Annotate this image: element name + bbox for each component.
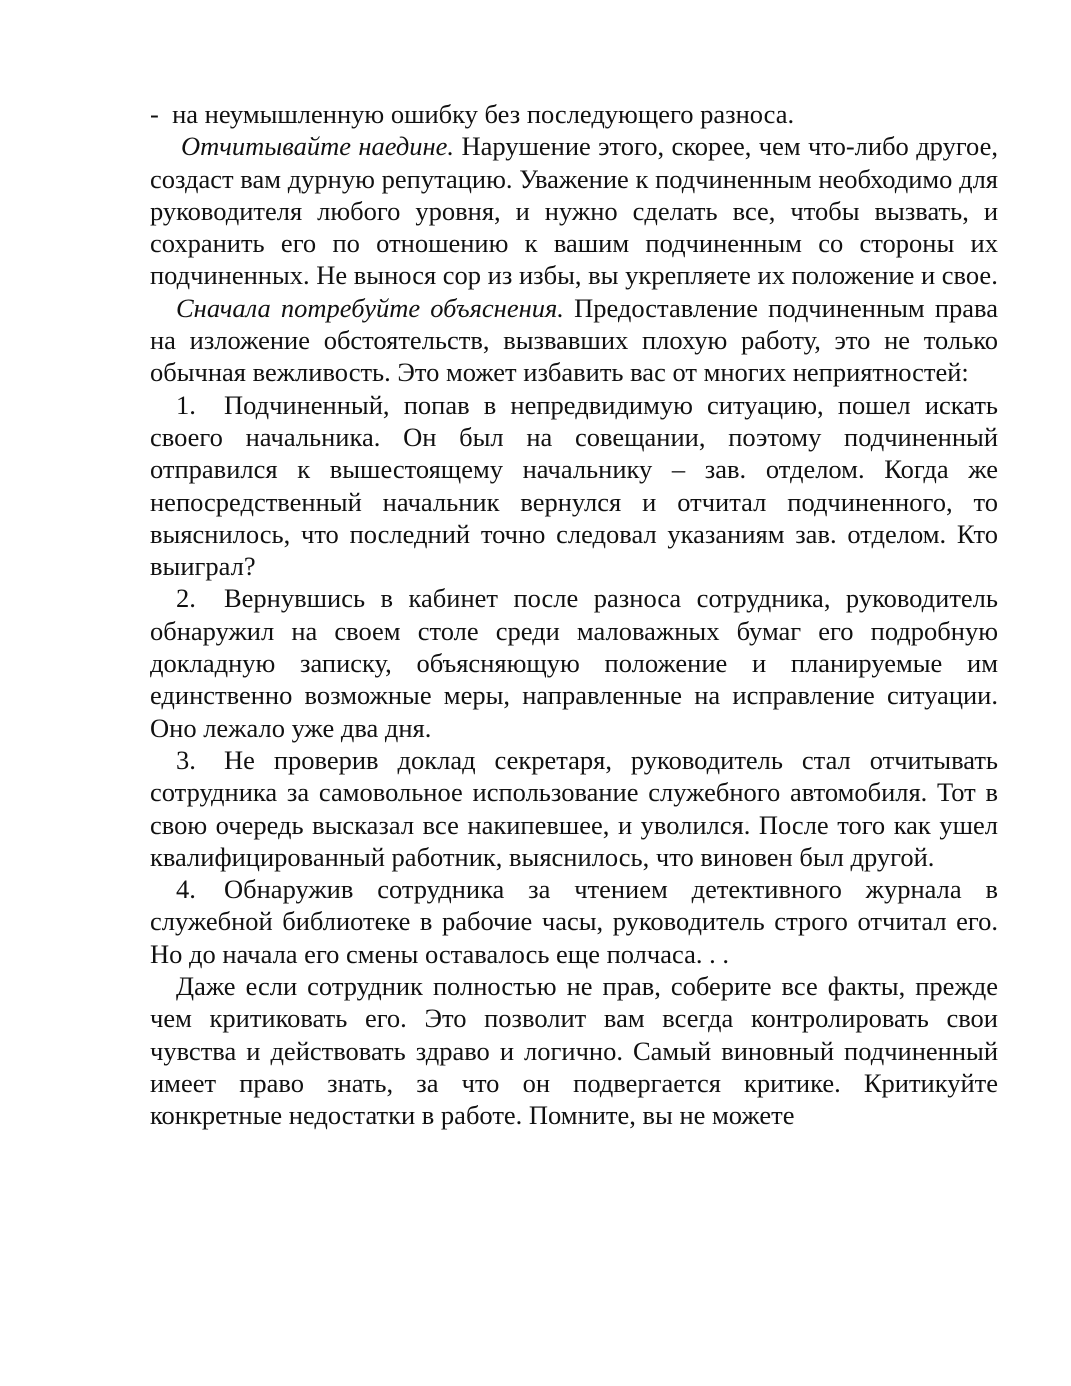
list-item-number: 1. [176,389,196,420]
list-item-text: Не проверив доклад секретаря, руководитель стал отчитывать сотрудника за самовольное использование служебного автомобиля. Тот в свою очередь высказал все накипевшее, и уволился. После того как ушел квалифицированный работник, выяснилось, что виновен был другой. [150,744,998,872]
document-page [150,98,998,1132]
dash-list-item [150,98,998,130]
paragraph-ask-explanation [150,292,998,389]
numbered-list-item [150,744,998,873]
paragraph-gather-facts [150,970,998,1131]
list-item-text: Вернувшись в кабинет после разноса сотрудника, руководитель обнаружил на своем столе среди маловажных бумаг его подробную докладную записку, объясняющую положение и планируемые им единственно возможные меры, направленные на исправление ситуации. Оно лежало уже два дня. [150,583,998,743]
paragraph-report-privately [150,130,998,291]
list-item-number: 4. [176,874,196,905]
numbered-list-item [150,873,998,970]
list-item-text: Подчиненный, попав в непредвидимую ситуацию, пошел искать своего начальника. Он был на совещании, поэтому подчиненный отправился к вышестоящему начальнику – зав. отделом. Когда же непосредственный начальник вернулся и отчитал подчиненного, то выяснилось, что последний точно следовал указаниям зав. отделом. Кто выиграл? [150,389,998,582]
paragraph-body: Нарушение этого, скорее, чем что-либо другое, создаст вам дурную репутацию. Уважение к подчиненным необходимо для руководителя любого уровня, и нужно сделать все, чтобы вызвать, и сохранить его по отношению к вашим подчиненным со стороны их подчиненных. Не вынося сор из избы, вы укрепляете их положение и свое. [150,131,998,291]
numbered-list-item [150,582,998,743]
numbered-list-item [150,389,998,583]
dash-marker: - [150,99,159,129]
paragraph-body: Даже если сотрудник полностью не прав, соберите все факты, прежде чем критиковать его. Это позволит вам всегда контролировать свои чувства и действовать здраво и логично. Самый виновный подчиненный имеет право знать, за что он подвергается критике. Критикуйте конкретные недостатки в работе. Помните, вы не можете [150,971,998,1131]
paragraph-lead-italic: Сначала потребуйте объяснения. [176,292,564,323]
paragraph-body: Предоставление подчиненным права на изложение обстоятельств, вызвавших плохую работу, это не только обычная вежливость. Это может избавить вас от многих неприятностей: [150,292,998,388]
list-item-number: 2. [176,583,196,614]
dash-item-text: на неумышленную ошибку без последующего разноса. [172,99,795,129]
list-item-number: 3. [176,744,196,775]
paragraph-lead-italic: Отчитывайте наедине. [181,131,455,162]
list-item-text: Обнаружив сотрудника за чтением детективного журнала в служебной библиотеке в рабочие часы, руководитель строго отчитал его. Но до начала его смены оставалось еще полчаса. . . [150,874,998,969]
